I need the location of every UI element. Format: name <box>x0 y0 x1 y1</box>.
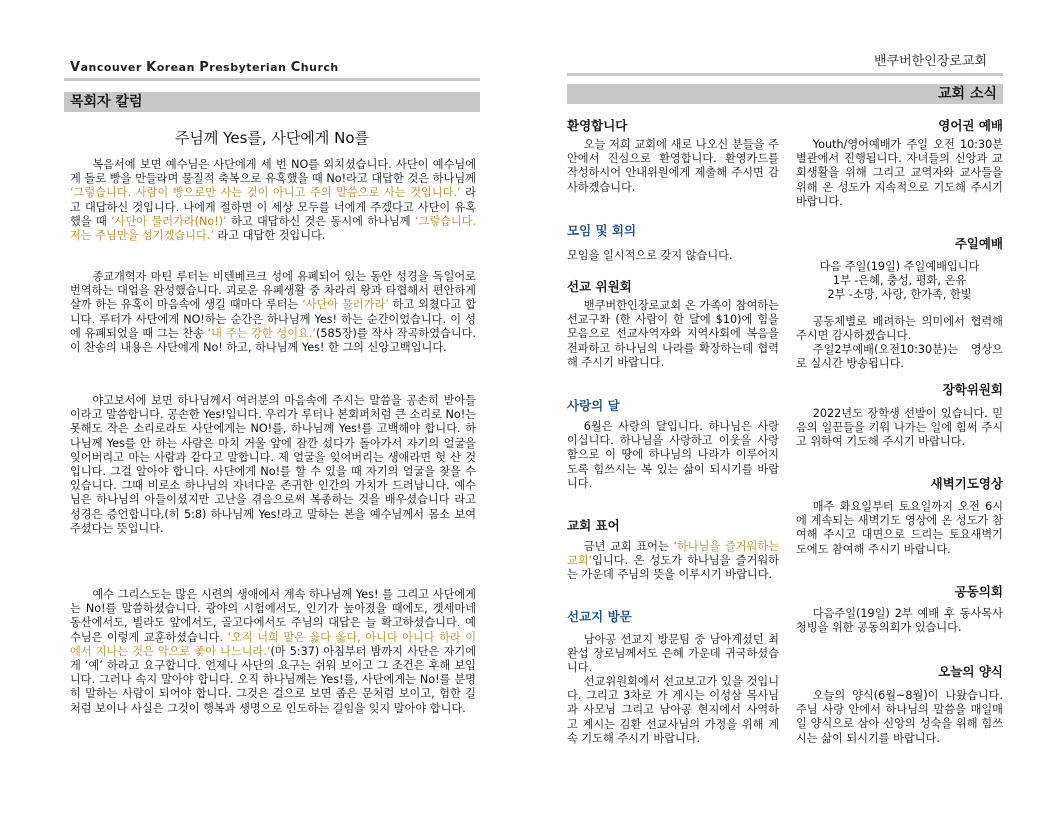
column-paragraph-1: 복음서에 보면 예수님은 사단에게 세 번 NO를 외치셨습니다. 사단이 예수님에게 돌로 빵을 만들라며 물질적 축복으로 유혹했을 때 No!라고 대답한 것은 하나님께 ‘그렇습니다. 사람이 빵으로만 사는 것이 아니고 주의 말씀으로 사는 것입니다.’ 라고 대답하신 것입니다. 나에게 절하면 이 세상 모두를 너에게 주겠다고 사단이 유혹했을 때 ‘사단아 물러가라(No!)’ 하고 대답하신 것은 동시에 하나님께 ‘그렇습니다. 저는 주님만을 섬기겠습니다.’ 라고 대답한 것입니다. <box>70 158 477 243</box>
column-paragraph-4: 예수 그리스도는 많은 시련의 생애에서 계속 하나님께 Yes! 를 그리고 사단에게는 No!를 말씀하셨습니다. 광야의 시험에서도, 인기가 높아졌을 때에도, 겟세마네 동산에서도, 빌라도 앞에서도, 골고다에서도 주님의 대답은 늘 확고하셨습니다. 예수님은 이렇게 교훈하셨습니다. ‘오직 너희 말은 옳다 옳다, 아니다 아니다 하라 이에서 지나는 것은 악으로 좇아 나느니라.’(마 5:37) 아침부터 밤까지 사단은 자기에게 ‘예’ 하라고 요구합니다. 언제나 사단의 요구는 쉬워 보이고 그 조건은 후해 보입니다. 그러나 속지 말아야 합니다. 오직 하나님께는 Yes!를, 사단에게는 No!를 분명히 말하는 사람이 되어야 합니다. 그것은 걸으로 보면 좁은 문처럼 보이고, 험한 길처럼 보이나 사실은 그것이 행복과 생명으로 인도하는 길임을 잊지 말아야 합니다. <box>70 588 477 715</box>
welcome-heading: 환영합니다 <box>567 118 628 133</box>
love-month-heading: 사랑의 달 <box>567 398 620 413</box>
right-header-rule <box>567 73 1003 76</box>
column-title: 주님께 Yes를, 사단에게 No를 <box>174 129 370 147</box>
meeting-heading: 모임 및 회의 <box>567 223 637 238</box>
column-paragraph-3: 야고보서에 보면 하나님께서 여러분의 마음속에 주시는 말씀을 공손히 받아들이라고 말씀합니다. 공손한 Yes!입니다. 우리가 루터나 본회퍼처럼 큰 소리로 No!는 못해도 작은 소리로라도 사단에게는 NO!를, 하나님께 Yes!를 고백해야 합니다. 하나님께 Yes를 안 하는 사람은 마치 거울 앞에 잠깐 섰다가 돌아가서 자기의 얼굴을 잊어버리고 마는 사람과 같다고 말합니다. 제 얼굴을 잊어버리는 생애라면 헛 산 것입니다. 그걸 알아야 합니다. 사단에게 No!를 할 수 있을 때 자기의 얼굴을 찾을 수 있습니다. 그때 비로소 하나님의 자녀다운 존귀한 인간의 가치가 드러납니다. 예수님은 하나님의 아들이셨지만 고난을 겪음으로써 복종하는 것을 배우셨습니다 라고 성경은 증언합니다.(히 5:8) 하나님께 Yes!라고 말하는 본을 예수님께서 몸소 보여 주셨다는 뜻입니다. <box>70 394 476 535</box>
dawn-prayer-text: 매주 화요일부터 토요일까지 오전 6시에 계속되는 새벽기도 영상에 온 성도가 참여해 주시고 대면으로 드리는 토요새벽기도에도 참여해 주시기 바랍니다. <box>796 500 1003 556</box>
english-worship-heading: 영어권 예배 <box>938 118 1003 133</box>
worship-line-2: 1부 -은혜, 충성, 평화, 온유 <box>832 274 967 287</box>
worship-line-3: 2부 -소망, 사랑, 한가족, 한빛 <box>827 288 972 301</box>
mission-visit-text-1: 남아공 선교지 방문팀 중 남아계셨던 최완섭 장로님께서도 은혜 가운데 귀국하셨습니다. <box>567 633 779 675</box>
worship-line-1: 다음 주일(19일) 주일예배입니다 <box>819 260 980 273</box>
worship-broadcast-note: 주일2부예배(오전10:30분)는 영상으로 실시간 방송됩니다. <box>796 343 1003 371</box>
church-name-korean: 밴쿠버한인장로교회 <box>874 54 988 69</box>
church-name-english: Vancouver Korean Presbyterian Church <box>70 60 339 75</box>
mission-visit-text-2: 선교위원회에서 선교보고가 있을 것입니다. 그리고 3차로 가 계시는 이성삼 목사님과 사모님 그리고 남아공 현지에서 사역하고 계시는 김환 선교사님의 가정을 위해 계속 기도해 주시기 바랍니다. <box>567 675 779 745</box>
worship-note: 공동체별로 배려하는 의미에서 협력해 주시면 감사하겠습니다. <box>796 315 1003 343</box>
daily-bread-heading: 오늘의 양식 <box>938 664 1003 679</box>
church-news-header: 교회 소식 <box>567 84 1003 104</box>
motto-heading: 교회 표어 <box>567 518 620 533</box>
scholarship-text: 2022년도 장학생 선발이 있습니다. 믿음의 일꾼들을 키워 나가는 일에 힘써 주시고 위하여 기도해 주시기 바랍니다. <box>796 407 1003 449</box>
congregational-meeting-text: 다음주일(19일) 2부 예배 후 동사목사 청빙을 위한 공동의회가 있습니다. <box>796 607 1003 635</box>
daily-bread-text: 오늘의 양식(6월~8월)이 나왔습니다. 주님 사랑 안에서 하나님의 말씀을 매일매일 양식으로 삼아 신앙의 성숙을 위해 힘쓰시는 삶이 되시기를 바랍니다. <box>796 689 1003 745</box>
love-month-text: 6월은 사랑의 달입니다. 하나님은 사랑이십니다. 하나님을 사랑하고 이웃을 사랑함으로 이 땅에 하나님의 나라가 이루어지도록 힘쓰시는 복 있는 삶이 되시기를 바랍니다. <box>567 420 779 490</box>
english-worship-text: Youth/영어예배가 주일 오전 10:30분 별관에서 진행됩니다. 자녀들의 신앙과 교회생활을 위해 그리고 교역자와 교사들을 위해 온 성도가 지속적으로 기도해 주시기 바랍니다. <box>796 138 1003 208</box>
pastor-column-header: 목회자 칼럼 <box>64 92 480 112</box>
welcome-text: 오늘 저희 교회에 새로 나오신 분들을 주 안에서 진심으로 환영합니다. 환영카드를 작성하시어 안내위원에게 제출해 주시면 감사하겠습니다. <box>567 138 779 194</box>
dawn-prayer-heading: 새벽기도영상 <box>930 476 1003 491</box>
column-paragraph-2: 종교개혁자 마틴 루터는 비텐베르크 성에 유폐되어 있는 동안 성경을 독일어로 번역하는 대업을 완성했습니다. 괴로운 유폐생활 중 차라리 왕과 타협해서 편안하게 살까 하는 유혹이 마음속에 생길 때마다 루터는 ‘사단아 물러가라’ 하고 외쳤다고 합니다. 루터가 사단에게 NO!하는 순간은 하나님께 Yes! 하는 순간이었습니다. 이 성에 유폐되었을 때 그는 찬송 ‘내 주는 강한 성이요.’(585장)를 작사 작곡하였습니다. 이 찬송의 내용은 사단에게 No! 하고, 하나님께 Yes! 한 그의 신앙고백입니다. <box>70 270 476 355</box>
sunday-worship-heading: 주일예배 <box>954 236 1003 251</box>
scholarship-heading: 장학위원회 <box>942 382 1003 397</box>
mission-heading: 선교 위원회 <box>567 279 632 294</box>
mission-text: 밴쿠버한인장로교회 온 가족이 참여하는 선교구좌 (한 사람이 한 달에 $10)에 힘을 모음으로 선교사역자와 지역사회에 복음을 전파하고 하나님의 나라를 확장하는데 협력해 주시기 바랍니다. <box>567 299 779 369</box>
congregational-meeting-heading: 공동의회 <box>954 584 1003 599</box>
motto-text: 금년 교회 표어는 ‘하나님을 즐거워하는 교회’입니다. 온 성도가 하나님을 즐거워하는 가운데 주님의 뜻을 이루시기 바랍니다. <box>567 540 779 582</box>
mission-visit-heading: 선교지 방문 <box>567 609 632 624</box>
meeting-text: 모임을 일시적으로 갖지 않습니다. <box>567 249 733 262</box>
left-header-rule <box>64 78 480 81</box>
